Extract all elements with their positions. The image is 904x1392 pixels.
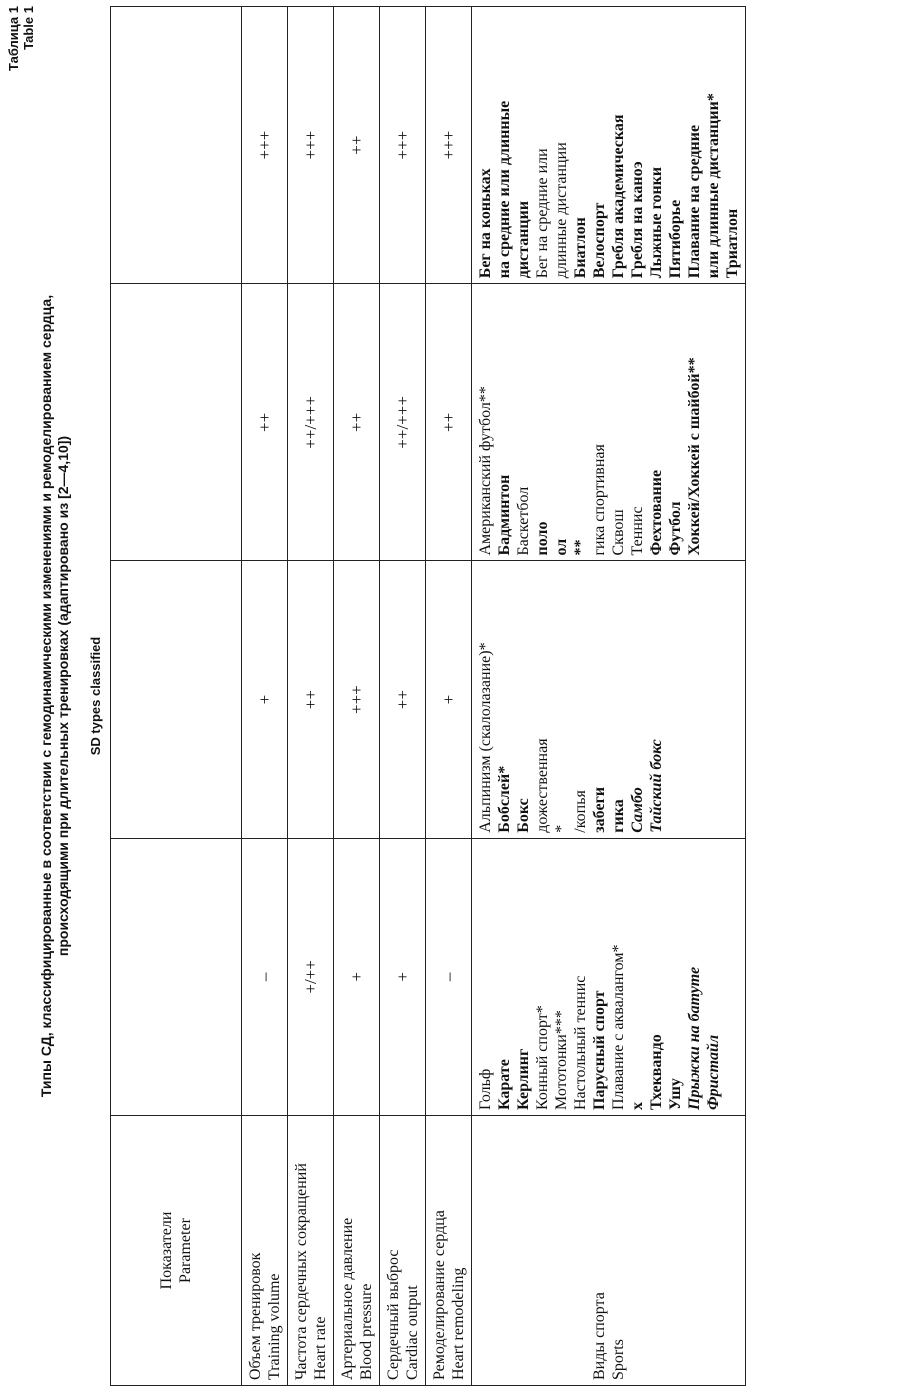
param-cell (242, 1116, 288, 1386)
sport-item: Плавание на средние (686, 124, 703, 279)
param-ru: Объем тренировок (246, 1252, 264, 1380)
sport-item: дистанции (515, 200, 532, 279)
value-cell: ++/+++ (288, 284, 334, 561)
sport-item: на средние или длинные (496, 100, 513, 279)
table-label (6, 6, 36, 71)
param-ru: Сердечный выброс (384, 1249, 402, 1380)
value-cell: +++ (242, 7, 288, 284)
table-row-heart-remodeling (426, 7, 472, 1386)
value-cell: +++ (426, 7, 472, 284)
sd-types-table (110, 6, 746, 1386)
header-blank-cell (111, 838, 242, 1115)
header-param-en: Parameter (177, 1218, 194, 1283)
sport-item: Карате (496, 1059, 513, 1110)
param-en: Training volume (265, 1273, 283, 1380)
value-cell: +++ (334, 561, 380, 838)
sports-label-cell (472, 1116, 746, 1386)
value-cell: + (334, 838, 380, 1115)
table-label-en: Table 1 (21, 6, 36, 50)
value-cell: + (426, 561, 472, 838)
value-cell: ++ (380, 561, 426, 838)
table-row-blood-pressure (334, 7, 380, 1386)
sport-item: Самбо (629, 787, 646, 833)
value-cell: ++ (426, 284, 472, 561)
sport-item: Велоспорт (591, 202, 608, 279)
sport-item: дожественная (534, 738, 551, 833)
value-cell: – (426, 838, 472, 1115)
header-blank-cell (111, 561, 242, 838)
table-title-en: SD types classified (88, 636, 103, 756)
sport-item: гика (610, 799, 627, 833)
sports-list-cell (472, 838, 746, 1115)
table-title (38, 0, 72, 1392)
table-label-ru: Таблица 1 (6, 6, 21, 72)
value-cell: +/++ (288, 838, 334, 1115)
sport-item: Настольный теннис (572, 975, 589, 1110)
param-en: Heart remodeling (449, 1267, 467, 1380)
param-en: Heart rate (311, 1316, 329, 1380)
sport-item: Бег на коньках (477, 168, 494, 279)
header-param-ru: Показатели (158, 1211, 175, 1290)
sport-item: Хоккей/Хоккей с шайбой** (686, 357, 703, 556)
sport-item: Мототонки*** (553, 1010, 570, 1110)
sport-item: Фехтование (648, 469, 665, 556)
sport-item: Гребля на каноэ (629, 161, 646, 279)
param-ru: Частота сердечных сокращений (292, 1163, 310, 1380)
sport-item: Сквош (610, 509, 627, 556)
sport-item: /копья (572, 790, 589, 833)
sports-list-cell (472, 7, 746, 284)
sport-item: Гольф (477, 1068, 494, 1110)
sport-item: Футбол (667, 501, 684, 556)
param-cell (380, 1116, 426, 1386)
sports-label-ru: Виды спорта (591, 1292, 608, 1380)
sport-item: Лыжные гонки (648, 166, 665, 279)
table-row-heart-rate (288, 7, 334, 1386)
sport-item: Парусный спорт (591, 990, 608, 1110)
sport-item: Теннис (629, 506, 646, 556)
sport-item: Гребля академическая (610, 114, 627, 279)
sport-item: Бокс (515, 798, 532, 833)
value-cell: + (380, 838, 426, 1115)
sport-item: Прыжки на батуте (686, 966, 703, 1110)
param-cell (288, 1116, 334, 1386)
sport-item: длинные дистанции (553, 142, 570, 279)
value-cell: ++/+++ (380, 284, 426, 561)
sport-item: Тхеквандо (648, 1034, 665, 1110)
value-cell: – (242, 838, 288, 1115)
param-en: Blood pressure (357, 1283, 375, 1380)
sports-list-cell (472, 284, 746, 561)
sport-item: Пятиборье (667, 199, 684, 279)
value-cell: +++ (288, 7, 334, 284)
value-cell: ++ (288, 561, 334, 838)
sport-item: Фристайл (705, 1034, 722, 1110)
sport-item: Ушу (667, 1078, 684, 1110)
sport-item: Плавание с аквалангом* (610, 944, 627, 1110)
table-title-ru: Типы СД, классифицированные в соответствии с гемодинамическими изменениями и ремоделированием сердца, (38, 294, 54, 1098)
sport-item: Биатлон (572, 217, 589, 279)
param-en: Cardiac output (403, 1285, 421, 1380)
table-title-ru-line2: происходящими при длительных тренировках (адаптировано из [2—4,10]) (55, 435, 71, 957)
sports-list-cell (472, 561, 746, 838)
sport-item: Бобслей* (496, 765, 513, 833)
param-cell (334, 1116, 380, 1386)
sport-item: ** (572, 539, 589, 556)
sport-item: Альпинизм (скалолазание)* (477, 642, 494, 833)
header-blank-cell (111, 284, 242, 561)
header-blank-cell (111, 7, 242, 284)
sport-item: Конный спорт* (534, 1005, 551, 1110)
sport-item: Триатлон (724, 208, 741, 279)
sport-item: Американский футбол** (477, 386, 494, 556)
sport-item: Баскетбол (515, 486, 532, 556)
table-header-row (111, 7, 242, 1386)
sport-item: гика спортивная (591, 444, 608, 556)
table-row-sports (472, 7, 746, 1386)
sport-item: x (629, 1102, 646, 1110)
header-parameter-cell (111, 1116, 242, 1386)
sport-item: * (553, 824, 570, 833)
value-cell: + (242, 561, 288, 838)
sport-item: Бег на средние или (534, 148, 551, 279)
value-cell: ++ (334, 284, 380, 561)
param-ru: Артериальное давление (338, 1217, 356, 1380)
sports-label-en: Sports (610, 1339, 627, 1380)
value-cell: ++ (242, 284, 288, 561)
sport-item: ол (553, 538, 570, 556)
param-ru: Ремоделирование сердца (430, 1210, 448, 1380)
sport-item: Тайский бокс (648, 739, 665, 833)
sport-item: Бадминтон (496, 474, 513, 556)
table-row-cardiac-output (380, 7, 426, 1386)
sport-item: поло (534, 521, 551, 556)
sport-item: Керлинг (515, 1048, 532, 1110)
param-cell (426, 1116, 472, 1386)
value-cell: +++ (380, 7, 426, 284)
sport-item: забеги (591, 786, 608, 833)
value-cell: ++ (334, 7, 380, 284)
table-row-training-volume (242, 7, 288, 1386)
sport-item: или длинные дистанции* (705, 93, 722, 279)
